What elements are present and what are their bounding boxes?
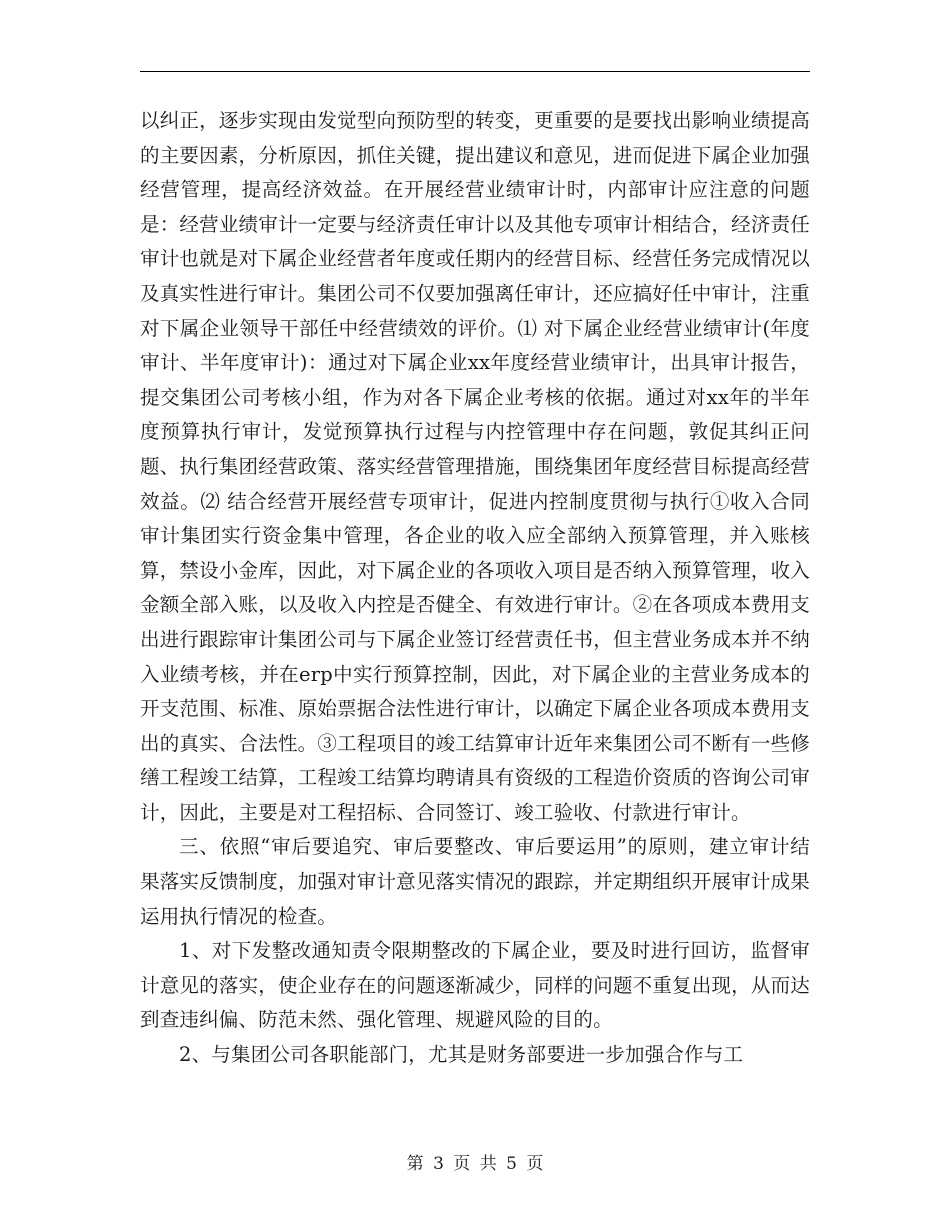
- paragraph-3: 1、对下发整改通知责令限期整改的下属企业，要及时进行回访，监督审计意见的落实，使企业存在的问题逐渐减少，同样的问题不重复出现，从而达到查违纠偏、防范未然、强化管理、规避风险的目的。: [140, 939, 810, 1032]
- paragraph-1: 以纠正，逐步实现由发觉型向预防型的转变，更重要的是要找出影响业绩提高的主要因素，分析原因，抓住关键，提出建议和意见，进而促进下属企业加强经营管理，提高经济效益。在开展经营业绩审计时，内部审计应注意的问题是：经营业绩审计一定要与经济责任审计以及其他专项审计相结合，经济责任审计也就是对下属企业经营者年度或任期内的经营目标、经营任务完成情况以及真实性进行审计。集团公司不仅要加强离任审计，还应搞好任中审计，注重对下属企业领导干部任中经营绩效的评价。⑴ 对下属企业经营业绩审计(年度审计、半年度审计)：通过对下属企业xx年度经营业绩审计，出具审计报告，提交集团公司考核小组，作为对各下属企业考核的依据。通过对xx年的半年度预算执行审计，发觉预算执行过程与内控管理中存在问题，敦促其纠正问题、执行集团经营政策、落实经营管理措施，围绕集团年度经营目标提高经营效益。⑵ 结合经营开展经营专项审计，促进内控制度贯彻与执行①收入合同审计集团实行资金集中管理，各企业的收入应全部纳入预算管理，并入账核算，禁设小金库，因此，对下属企业的各项收入项目是否纳入预算管理，收入金额全部入账，以及收入内控是否健全、有效进行审计。②在各项成本费用支出进行跟踪审计集团公司与下属企业签订经营责任书，但主营业务成本并不纳入业绩考核，并在erp中实行预算控制，因此，对下属企业的主营业务成本的开支范围、标准、原始票据合法性进行审计，以确定下属企业各项成本费用支出的真实、合法性。③工程项目的竣工结算审计近年来集团公司不断有一些修缮工程竣工结算，工程竣工结算均聘请具有资级的工程造价资质的咨询公司审计，因此，主要是对工程招标、合同签订、竣工验收、付款进行审计。: [140, 109, 810, 824]
- document-body: [140, 104, 810, 1073]
- header-rule: [140, 71, 810, 72]
- paragraph-4: 2、与集团公司各职能部门，尤其是财务部要进一步加强合作与工: [179, 1043, 744, 1067]
- page-number-footer: 第 3 页 共 5 页: [406, 1154, 544, 1174]
- paragraph-2: 三、依照“审后要追究、审后要整改、审后要运用”的原则，建立审计结果落实反馈制度，加强对审计意见落实情况的跟踪，并定期组织开展审计成果运用执行情况的检查。: [140, 835, 810, 928]
